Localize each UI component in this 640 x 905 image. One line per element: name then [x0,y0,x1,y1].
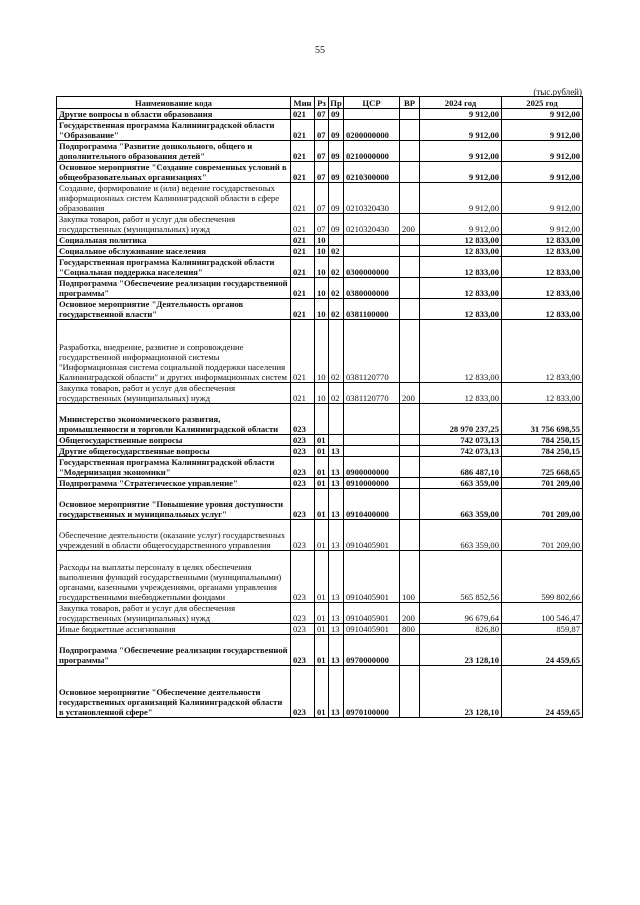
cell-csr [344,109,400,120]
cell-min: 023 [291,624,315,635]
cell-2024: 23 128,10 [420,666,502,718]
cell-pr [329,235,344,246]
cell-2025: 701 209,00 [502,489,583,520]
table-row [57,520,583,551]
cell-vr [400,299,420,320]
cell-rz: 01 [315,635,329,666]
cell-csr: 0910000000 [344,478,400,489]
cell-rz: 10 [315,383,329,404]
cell-name: Закупка товаров, работ и услуг для обеспечения государственных (муниципальных) нужд [57,214,291,235]
cell-name: Подпрограмма "Обеспечение реализации государственной программы" [57,635,291,666]
cell-vr [400,435,420,446]
cell-rz: 01 [315,435,329,446]
cell-rz: 07 [315,214,329,235]
cell-rz: 10 [315,320,329,383]
cell-2024: 9 912,00 [420,162,502,183]
cell-vr [400,162,420,183]
cell-vr [400,278,420,299]
cell-name: Государственная программа Калининградской области "Образование" [57,120,291,141]
cell-pr: 09 [329,109,344,120]
cell-csr: 0200000000 [344,120,400,141]
table-header-row [57,97,583,109]
cell-vr [400,235,420,246]
cell-2024: 9 912,00 [420,141,502,162]
column-header-name: Наименование кода [57,97,291,109]
cell-rz: 07 [315,162,329,183]
cell-2024: 9 912,00 [420,109,502,120]
cell-min: 021 [291,162,315,183]
cell-name: Основное мероприятие "Создание современных условий в общеобразовательных организациях" [57,162,291,183]
cell-pr: 13 [329,520,344,551]
cell-2025: 31 756 698,55 [502,404,583,435]
table-body [57,109,583,718]
cell-2024: 686 487,10 [420,457,502,478]
cell-pr [329,435,344,446]
cell-csr: 0910405901 [344,551,400,603]
cell-min: 023 [291,520,315,551]
cell-min: 023 [291,404,315,435]
cell-rz: 01 [315,603,329,624]
table-row [57,435,583,446]
cell-name: Министерство экономического развития, промышленности и торговли Калининградской области [57,404,291,435]
cell-pr: 13 [329,624,344,635]
cell-csr: 0910405901 [344,603,400,624]
table-row [57,183,583,214]
column-header-min: Мин [291,97,315,109]
cell-vr [400,520,420,551]
cell-min: 023 [291,666,315,718]
table-row [57,257,583,278]
cell-vr: 200 [400,383,420,404]
cell-pr [329,404,344,435]
cell-rz: 01 [315,520,329,551]
cell-2025: 24 459,65 [502,666,583,718]
cell-min: 021 [291,383,315,404]
cell-min: 021 [291,257,315,278]
cell-min: 021 [291,320,315,383]
table-row [57,603,583,624]
cell-vr [400,404,420,435]
cell-2024: 742 073,13 [420,435,502,446]
cell-2024: 663 359,00 [420,520,502,551]
cell-pr: 09 [329,214,344,235]
cell-2024: 663 359,00 [420,478,502,489]
cell-2025: 9 912,00 [502,183,583,214]
cell-2025: 12 833,00 [502,278,583,299]
cell-vr: 200 [400,603,420,624]
cell-2025: 859,87 [502,624,583,635]
cell-vr [400,120,420,141]
cell-name: Социальное обслуживание населения [57,246,291,257]
table-row [57,457,583,478]
table-row [57,478,583,489]
cell-vr: 100 [400,551,420,603]
cell-2024: 742 073,13 [420,446,502,457]
cell-csr [344,435,400,446]
cell-pr: 09 [329,141,344,162]
cell-min: 023 [291,457,315,478]
cell-csr: 0381120770 [344,320,400,383]
cell-2025: 24 459,65 [502,635,583,666]
cell-pr: 02 [329,299,344,320]
cell-rz: 01 [315,457,329,478]
cell-2025: 100 546,47 [502,603,583,624]
budget-table [56,96,583,718]
cell-csr: 0210320430 [344,183,400,214]
cell-2025: 784 250,15 [502,446,583,457]
cell-2025: 9 912,00 [502,141,583,162]
cell-vr [400,141,420,162]
cell-min: 023 [291,446,315,457]
table-row [57,624,583,635]
cell-min: 023 [291,635,315,666]
cell-name: Обеспечение деятельности (оказание услуг) государственных учреждений в области общегосударственного управления [57,520,291,551]
table-row [57,489,583,520]
cell-min: 023 [291,478,315,489]
cell-vr [400,183,420,214]
cell-csr: 0381100000 [344,299,400,320]
cell-csr: 0381120770 [344,383,400,404]
cell-2024: 12 833,00 [420,278,502,299]
cell-csr: 0910405901 [344,520,400,551]
table-row [57,278,583,299]
cell-rz: 01 [315,666,329,718]
cell-name: Подпрограмма "Развитие дошкольного, общего и дополнительного образования детей" [57,141,291,162]
column-header-2024: 2024 год [420,97,502,109]
cell-csr: 0210320430 [344,214,400,235]
cell-name: Другие общегосударственные вопросы [57,446,291,457]
cell-pr: 13 [329,489,344,520]
table-row [57,246,583,257]
cell-name: Закупка товаров, работ и услуг для обеспечения государственных (муниципальных) нужд [57,383,291,404]
cell-rz [315,404,329,435]
cell-2025: 701 209,00 [502,478,583,489]
cell-vr [400,478,420,489]
cell-vr: 200 [400,214,420,235]
cell-2024: 826,80 [420,624,502,635]
cell-rz: 10 [315,235,329,246]
cell-pr: 09 [329,183,344,214]
cell-pr: 13 [329,635,344,666]
cell-rz: 07 [315,183,329,214]
cell-vr [400,320,420,383]
cell-2024: 9 912,00 [420,183,502,214]
cell-2025: 12 833,00 [502,299,583,320]
cell-pr: 13 [329,603,344,624]
cell-pr: 02 [329,278,344,299]
cell-csr [344,404,400,435]
cell-vr: 800 [400,624,420,635]
table-row [57,141,583,162]
cell-min: 021 [291,246,315,257]
cell-rz: 01 [315,624,329,635]
cell-min: 021 [291,278,315,299]
cell-2024: 565 852,56 [420,551,502,603]
cell-pr: 13 [329,446,344,457]
cell-min: 023 [291,551,315,603]
cell-2025: 9 912,00 [502,120,583,141]
cell-2024: 12 833,00 [420,246,502,257]
cell-pr: 13 [329,666,344,718]
cell-min: 021 [291,183,315,214]
cell-rz: 07 [315,109,329,120]
cell-csr [344,246,400,257]
cell-2024: 9 912,00 [420,120,502,141]
cell-rz: 10 [315,299,329,320]
cell-vr [400,246,420,257]
page-number: 55 [315,45,325,56]
table-row [57,404,583,435]
units-label: (тыс.рублей) [533,87,582,97]
table-row [57,551,583,603]
cell-2025: 12 833,00 [502,257,583,278]
column-header-vr: ВР [400,97,420,109]
table-row [57,383,583,404]
cell-rz: 01 [315,551,329,603]
cell-rz: 07 [315,141,329,162]
cell-pr: 13 [329,478,344,489]
cell-min: 023 [291,489,315,520]
table-row [57,446,583,457]
cell-name: Расходы на выплаты персоналу в целях обеспечения выполнения функций государственными (муниципальными) органами, казенными учреждениями, органами управления государственными внебюджетными фондами [57,551,291,603]
cell-name: Общегосударственные вопросы [57,435,291,446]
cell-min: 023 [291,435,315,446]
cell-2025: 701 209,00 [502,520,583,551]
cell-name: Разработка, внедрение, развитие и сопровождение государственной информационной системы "Информационная система социальной поддержки населения Калининградской области" и других информационных систем [57,320,291,383]
cell-vr [400,446,420,457]
cell-rz: 07 [315,120,329,141]
cell-2024: 12 833,00 [420,299,502,320]
cell-csr [344,235,400,246]
cell-name: Государственная программа Калининградской области "Социальная поддержка населения" [57,257,291,278]
cell-min: 021 [291,235,315,246]
cell-name: Другие вопросы в области образования [57,109,291,120]
cell-2024: 12 833,00 [420,257,502,278]
table-row [57,109,583,120]
cell-csr: 0910400000 [344,489,400,520]
cell-rz: 01 [315,446,329,457]
cell-2025: 12 833,00 [502,235,583,246]
cell-2025: 599 802,66 [502,551,583,603]
column-header-2025: 2025 год [502,97,583,109]
cell-pr: 09 [329,162,344,183]
cell-name: Создание, формирование и (или) ведение государственных информационных систем Калининградской области в сфере образования [57,183,291,214]
table-row [57,299,583,320]
cell-2025: 725 668,65 [502,457,583,478]
table-row [57,214,583,235]
cell-pr: 13 [329,457,344,478]
table-row [57,635,583,666]
cell-2024: 9 912,00 [420,214,502,235]
cell-min: 021 [291,299,315,320]
column-header-rz: Рз [315,97,329,109]
cell-csr: 0210300000 [344,162,400,183]
cell-csr: 0380000000 [344,278,400,299]
cell-rz: 10 [315,257,329,278]
cell-2024: 12 833,00 [420,235,502,246]
cell-csr: 0210000000 [344,141,400,162]
cell-csr: 0970100000 [344,666,400,718]
cell-name: Подпрограмма "Обеспечение реализации государственной программы" [57,278,291,299]
cell-2025: 784 250,15 [502,435,583,446]
cell-rz: 10 [315,246,329,257]
cell-rz: 01 [315,478,329,489]
cell-2024: 12 833,00 [420,383,502,404]
cell-vr [400,635,420,666]
cell-rz: 01 [315,489,329,520]
cell-vr [400,109,420,120]
cell-pr: 09 [329,120,344,141]
cell-name: Основное мероприятие "Повышение уровня доступности государственных и муниципальных услуг" [57,489,291,520]
cell-name: Социальная политика [57,235,291,246]
cell-csr: 0300000000 [344,257,400,278]
cell-2025: 9 912,00 [502,214,583,235]
cell-name: Основное мероприятие "Обеспечение деятельности государственных организаций Калининградской области в установленной сфере" [57,666,291,718]
cell-pr: 02 [329,320,344,383]
cell-csr: 0910405901 [344,624,400,635]
cell-2025: 12 833,00 [502,320,583,383]
cell-csr: 0970000000 [344,635,400,666]
cell-2024: 12 833,00 [420,320,502,383]
cell-min: 021 [291,141,315,162]
cell-2024: 96 679,64 [420,603,502,624]
cell-rz: 10 [315,278,329,299]
cell-pr: 02 [329,257,344,278]
table-row [57,320,583,383]
cell-pr: 13 [329,551,344,603]
cell-pr: 02 [329,383,344,404]
table-row [57,162,583,183]
table-row [57,120,583,141]
cell-name: Закупка товаров, работ и услуг для обеспечения государственных (муниципальных) нужд [57,603,291,624]
cell-name: Подпрограмма "Стратегическое управление" [57,478,291,489]
cell-min: 021 [291,120,315,141]
cell-min: 021 [291,214,315,235]
cell-vr [400,666,420,718]
cell-2024: 663 359,00 [420,489,502,520]
cell-min: 021 [291,109,315,120]
cell-name: Государственная программа Калининградской области "Модернизация экономики" [57,457,291,478]
cell-2024: 28 970 237,25 [420,404,502,435]
table-row [57,666,583,718]
cell-2025: 12 833,00 [502,383,583,404]
column-header-csr: ЦСР [344,97,400,109]
cell-vr [400,257,420,278]
cell-2025: 9 912,00 [502,162,583,183]
column-header-pr: Пр [330,97,342,108]
cell-2024: 23 128,10 [420,635,502,666]
cell-2025: 12 833,00 [502,246,583,257]
cell-pr: 02 [329,246,344,257]
cell-2025: 9 912,00 [502,109,583,120]
cell-vr [400,457,420,478]
cell-min: 023 [291,603,315,624]
cell-csr: 0900000000 [344,457,400,478]
cell-name: Иные бюджетные ассигнования [57,624,291,635]
cell-name: Основное мероприятие "Деятельность органов государственной власти" [57,299,291,320]
cell-vr [400,489,420,520]
cell-csr [344,446,400,457]
table-row [57,235,583,246]
